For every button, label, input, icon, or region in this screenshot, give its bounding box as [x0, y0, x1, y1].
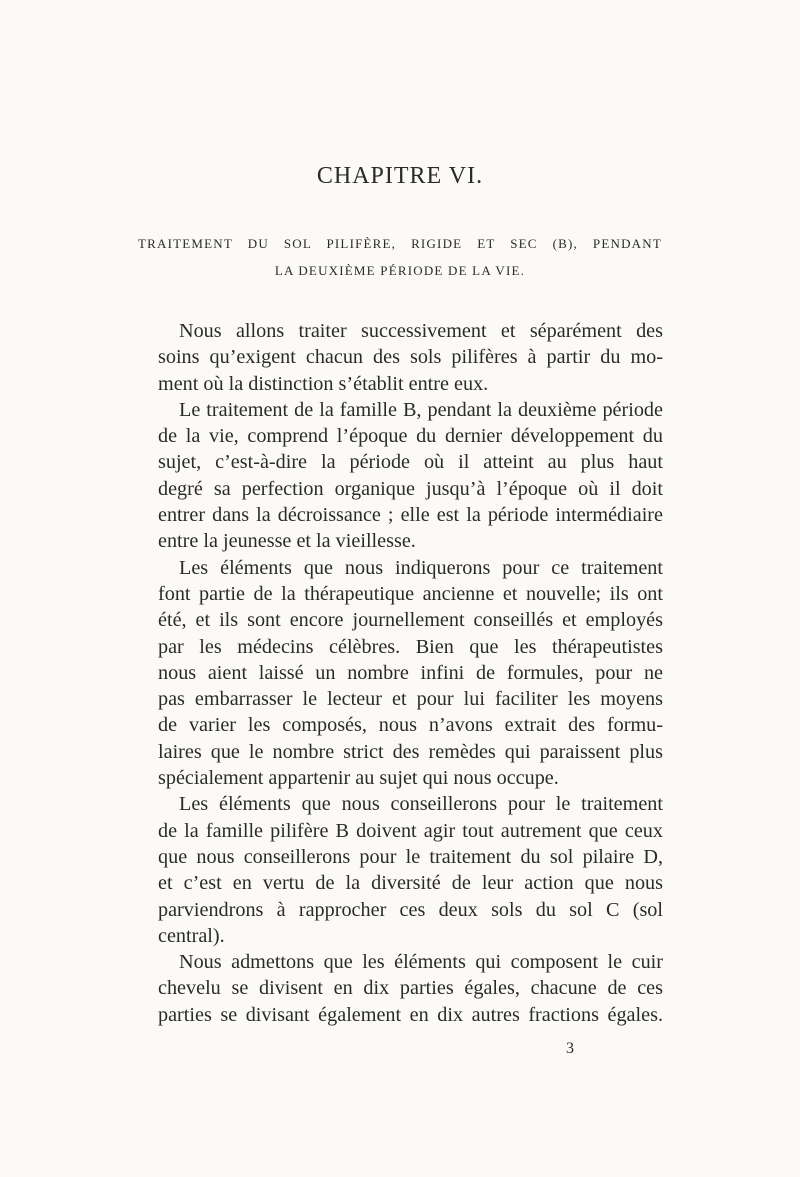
text-line: font partie de la thérapeutique ancienne et nouvelle; ils ont — [158, 582, 663, 605]
text-line: soins qu’exigent chacun des sols pilifères à partir du mo- — [158, 346, 663, 369]
text-line: chevelu se divisent en dix parties égales, chacune de ces — [158, 977, 663, 1000]
text-line: Les éléments que nous conseillerons pour le traitement — [179, 793, 663, 816]
subtitle-line-1: TRAITEMENT DU SOL PILIFÈRE, RIGIDE ET SEC (B), PENDANT — [138, 236, 662, 251]
paragraph-4 — [137, 791, 663, 949]
text-line: que nous conseillerons pour le traitement du sol pilaire D, — [158, 845, 663, 868]
text-line: été, et ils sont encore journellement conseillés et employés — [158, 609, 663, 632]
body-text — [137, 318, 663, 1028]
subtitle-line-2: LA DEUXIÈME PÉRIODE DE LA VIE. — [274, 263, 526, 278]
text-line: spécialement appartenir au sujet qui nous occupe. — [158, 767, 559, 790]
text-line: central). — [158, 924, 225, 947]
text-line: parties se divisant également en dix autres fractions égales. — [158, 1003, 663, 1026]
text-line: Le traitement de la famille B, pendant la deuxième période — [179, 398, 663, 421]
text-line: de la famille pilifère B doivent agir tout autrement que ceux — [158, 819, 663, 842]
text-line: Nous admettons que les éléments qui composent le cuir — [179, 951, 663, 974]
text-line: de varier les composés, nous n’avons extrait des formu- — [158, 714, 663, 737]
text-line: entre la jeunesse et la vieillesse. — [158, 530, 416, 553]
text-line: par les médecins célèbres. Bien que les thérapeutistes — [158, 635, 663, 658]
text-line: parviendrons à rapprocher ces deux sols du sol C (sol — [158, 898, 663, 921]
text-line: nous aient laissé un nombre infini de formules, pour ne — [158, 661, 663, 684]
chapter-title: CHAPITRE VI. — [316, 163, 484, 189]
paragraph-3 — [137, 555, 663, 792]
text-line: et c’est en vertu de la diversité de leur action que nous — [158, 872, 663, 895]
paragraph-5 — [137, 949, 663, 1028]
paragraph-1 — [137, 318, 663, 397]
text-line: ment où la distinction s’établit entre eux. — [158, 372, 489, 395]
text-line: pas embarrasser le lecteur et pour lui faciliter les moyens — [158, 688, 663, 711]
text-line: entrer dans la décroissance ; elle est la période intermédiaire — [158, 504, 663, 527]
text-line: degré sa perfection organique jusqu’à l’époque où il doit — [158, 477, 663, 500]
text-line: laires que le nombre strict des remèdes qui paraissent plus — [158, 740, 663, 763]
text-line: sujet, c’est-à-dire la période où il atteint au plus haut — [158, 451, 663, 474]
page-number: 3 — [566, 1040, 574, 1057]
text-line: de la vie, comprend l’époque du dernier développement du — [158, 425, 663, 448]
chapter-subtitle — [138, 230, 662, 284]
text-line: Nous allons traiter successivement et séparément des — [179, 320, 663, 342]
text-line: Les éléments que nous indiquerons pour ce traitement — [179, 556, 663, 579]
paragraph-2 — [137, 397, 663, 555]
